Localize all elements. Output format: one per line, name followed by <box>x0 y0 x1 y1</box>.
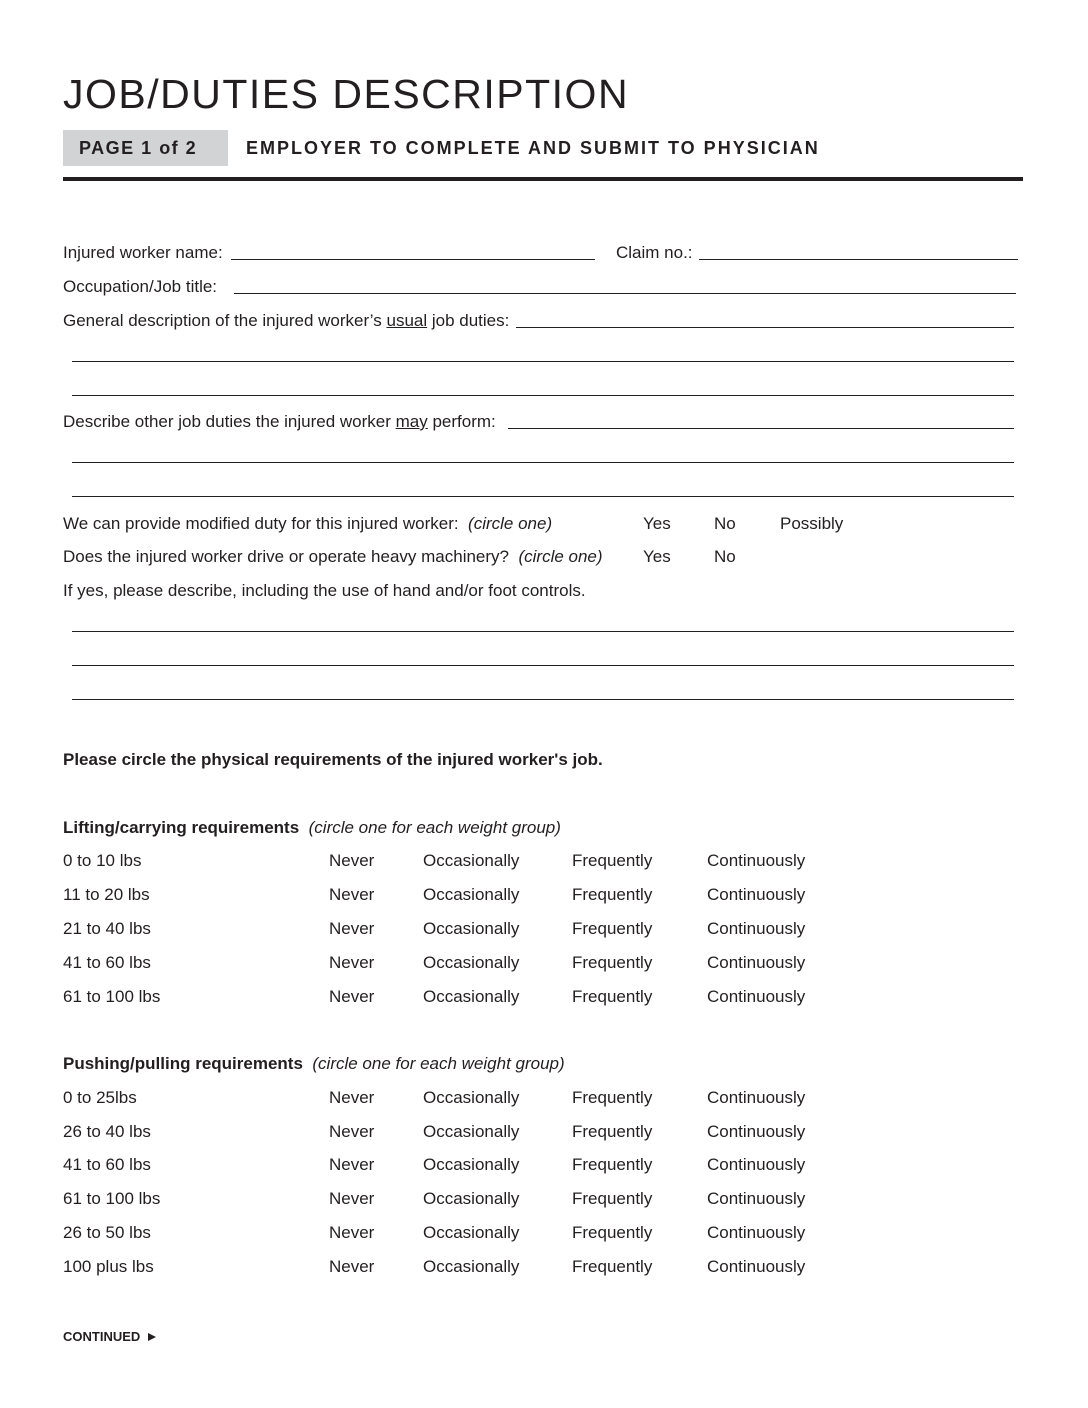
other-duties-field-line-2[interactable] <box>72 462 1014 463</box>
option-occasionally[interactable]: Occasionally <box>423 987 520 1006</box>
option-frequently[interactable]: Frequently <box>572 885 653 904</box>
option-never[interactable]: Never <box>329 1155 375 1174</box>
lifting-section-title <box>63 818 561 838</box>
table-row <box>0 1088 1088 1112</box>
option-continuously[interactable]: Continuously <box>707 851 806 870</box>
option-never[interactable]: Never <box>329 1088 375 1107</box>
option-never[interactable]: Never <box>329 953 375 972</box>
option-continuously[interactable]: Continuously <box>707 987 806 1006</box>
option-occasionally[interactable]: Occasionally <box>423 1122 520 1141</box>
option-frequently[interactable]: Frequently <box>572 1223 653 1242</box>
modified-duty-option-yes[interactable]: Yes <box>643 514 671 533</box>
option-never[interactable]: Never <box>329 885 375 904</box>
weight-group-label: 61 to 100 lbs <box>63 1189 161 1208</box>
option-occasionally[interactable]: Occasionally <box>423 1257 520 1276</box>
table-row <box>0 851 1088 875</box>
weight-group-label: 41 to 60 lbs <box>63 1155 151 1174</box>
table-row <box>0 953 1088 977</box>
other-duties-label-pre: Describe other job duties the injured worker <box>63 412 396 431</box>
option-frequently[interactable]: Frequently <box>572 919 653 938</box>
option-occasionally[interactable]: Occasionally <box>423 919 520 938</box>
option-never[interactable]: Never <box>329 1189 375 1208</box>
option-occasionally[interactable]: Occasionally <box>423 953 520 972</box>
usual-duties-field-line-3[interactable] <box>72 395 1014 396</box>
occupation-field[interactable] <box>234 293 1016 294</box>
describe-controls-field-line-2[interactable] <box>72 665 1014 666</box>
usual-duties-label-post: job duties: <box>427 311 510 330</box>
option-continuously[interactable]: Continuously <box>707 885 806 904</box>
usual-duties-label <box>63 311 509 331</box>
page-indicator-badge: PAGE 1 of 2 <box>63 130 228 166</box>
option-occasionally[interactable]: Occasionally <box>423 851 520 870</box>
usual-duties-field-line-2[interactable] <box>72 361 1014 362</box>
table-row <box>0 1155 1088 1179</box>
option-occasionally[interactable]: Occasionally <box>423 1155 520 1174</box>
usual-duties-label-pre: General description of the injured worker’s <box>63 311 387 330</box>
option-continuously[interactable]: Continuously <box>707 1223 806 1242</box>
option-never[interactable]: Never <box>329 1257 375 1276</box>
option-frequently[interactable]: Frequently <box>572 987 653 1006</box>
describe-controls-field-line-3[interactable] <box>72 699 1014 700</box>
weight-group-label: 100 plus lbs <box>63 1257 154 1276</box>
pushing-title: Pushing/pulling requirements <box>63 1054 303 1073</box>
option-frequently[interactable]: Frequently <box>572 953 653 972</box>
describe-controls-field-line-1[interactable] <box>72 631 1014 632</box>
heavy-machinery-option-no[interactable]: No <box>714 547 736 566</box>
weight-group-label: 0 to 10 lbs <box>63 851 142 870</box>
option-occasionally[interactable]: Occasionally <box>423 885 520 904</box>
pushing-hint: (circle one for each weight group) <box>312 1054 565 1073</box>
option-frequently[interactable]: Frequently <box>572 1257 653 1276</box>
heavy-machinery-hint: (circle one) <box>518 547 603 566</box>
option-never[interactable]: Never <box>329 851 375 870</box>
option-occasionally[interactable]: Occasionally <box>423 1189 520 1208</box>
table-row <box>0 885 1088 909</box>
modified-duty-label: We can provide modified duty for this injured worker: <box>63 514 459 533</box>
claim-no-label: Claim no.: <box>616 243 693 262</box>
option-never[interactable]: Never <box>329 1223 375 1242</box>
other-duties-label-emphasis: may <box>395 412 428 431</box>
header-rule <box>63 177 1023 181</box>
modified-duty-hint: (circle one) <box>468 514 553 533</box>
other-duties-label-post: perform: <box>427 412 496 431</box>
weight-group-label: 11 to 20 lbs <box>63 885 150 904</box>
option-continuously[interactable]: Continuously <box>707 1088 806 1107</box>
option-continuously[interactable]: Continuously <box>707 919 806 938</box>
continued-link[interactable] <box>63 1329 156 1345</box>
option-frequently[interactable]: Frequently <box>572 1189 653 1208</box>
option-continuously[interactable]: Continuously <box>707 1189 806 1208</box>
table-row <box>0 987 1088 1011</box>
other-duties-label <box>63 412 496 432</box>
worker-name-label: Injured worker name: <box>63 243 223 262</box>
heavy-machinery-option-yes[interactable]: Yes <box>643 547 671 566</box>
table-row <box>0 919 1088 943</box>
continued-label: CONTINUED <box>63 1329 141 1344</box>
option-continuously[interactable]: Continuously <box>707 1155 806 1174</box>
modified-duty-option-no[interactable]: No <box>714 514 736 533</box>
option-frequently[interactable]: Frequently <box>572 1088 653 1107</box>
option-continuously[interactable]: Continuously <box>707 953 806 972</box>
worker-name-field[interactable] <box>231 259 595 260</box>
other-duties-field-line-1[interactable] <box>508 428 1014 429</box>
option-frequently[interactable]: Frequently <box>572 1122 653 1141</box>
table-row <box>0 1257 1088 1281</box>
option-occasionally[interactable]: Occasionally <box>423 1088 520 1107</box>
instruction-heading: EMPLOYER TO COMPLETE AND SUBMIT TO PHYSICIAN <box>246 138 820 158</box>
table-row <box>0 1189 1088 1213</box>
weight-group-label: 26 to 40 lbs <box>63 1122 151 1141</box>
lifting-title: Lifting/carrying requirements <box>63 818 300 837</box>
weight-group-label: 21 to 40 lbs <box>63 919 151 938</box>
describe-controls-label: If yes, please describe, including the use of hand and/or foot controls. <box>63 581 586 600</box>
heavy-machinery-label: Does the injured worker drive or operate heavy machinery? <box>63 547 510 566</box>
heavy-machinery-question <box>63 547 603 567</box>
option-continuously[interactable]: Continuously <box>707 1257 806 1276</box>
weight-group-label: 0 to 25lbs <box>63 1088 137 1107</box>
option-never[interactable]: Never <box>329 919 375 938</box>
table-row <box>0 1223 1088 1247</box>
option-never[interactable]: Never <box>329 987 375 1006</box>
option-frequently[interactable]: Frequently <box>572 851 653 870</box>
pushing-section-title <box>63 1054 565 1074</box>
option-frequently[interactable]: Frequently <box>572 1155 653 1174</box>
option-never[interactable]: Never <box>329 1122 375 1141</box>
weight-group-label: 61 to 100 lbs <box>63 987 161 1006</box>
weight-group-label: 26 to 50 lbs <box>63 1223 151 1242</box>
physical-requirements-heading: Please circle the physical requirements of the injured worker's job. <box>63 750 603 769</box>
table-row <box>0 1122 1088 1146</box>
page-title: JOB/DUTIES DESCRIPTION <box>63 71 630 117</box>
lifting-hint: (circle one for each weight group) <box>308 818 561 837</box>
usual-duties-field-line-1[interactable] <box>516 327 1014 328</box>
occupation-label: Occupation/Job title: <box>63 277 218 296</box>
option-occasionally[interactable]: Occasionally <box>423 1223 520 1242</box>
other-duties-field-line-3[interactable] <box>72 496 1014 497</box>
option-continuously[interactable]: Continuously <box>707 1122 806 1141</box>
modified-duty-question <box>63 514 552 534</box>
triangle-right-icon <box>148 1333 156 1341</box>
modified-duty-option-possibly[interactable]: Possibly <box>780 514 844 533</box>
weight-group-label: 41 to 60 lbs <box>63 953 151 972</box>
claim-no-field[interactable] <box>699 259 1018 260</box>
usual-duties-label-emphasis: usual <box>386 311 428 330</box>
